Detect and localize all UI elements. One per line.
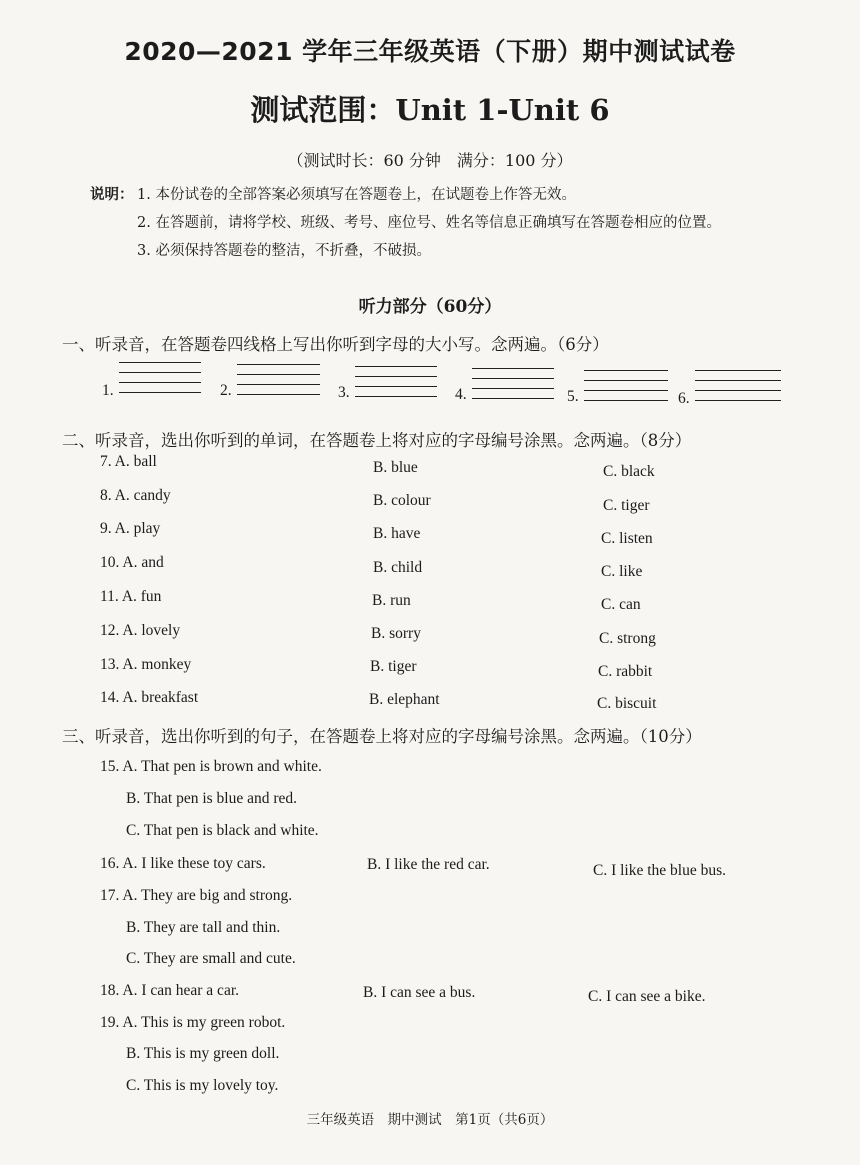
q11-option-a: 11. A. fun [100, 588, 162, 605]
q17-option-c: C. They are small and cute. [126, 950, 296, 967]
q16-option-a: 16. A. I like these toy cars. [100, 855, 266, 872]
q13-option-a: 13. A. monkey [100, 656, 192, 673]
note-item-1: 1. 本份试卷的全部答案必须填写在答题卷上，在试题卷上作答无效。 [137, 187, 576, 203]
q19-option-b: B. This is my green doll. [126, 1045, 280, 1062]
q15-option-a: 15. A. That pen is brown and white. [100, 758, 322, 775]
part1-heading: 一、听录音，在答题卷四线格上写出你听到字母的大小写。念两遍。（6分） [62, 335, 609, 354]
note-item-2: 2. 在答题前，请将学校、班级、考号、座位号、姓名等信息正确填写在答题卷相应的位置。 [137, 215, 721, 231]
blank-number: 3. [338, 384, 350, 401]
q10-option-c: C. like [601, 563, 643, 580]
q10-option-a: 10. A. and [100, 554, 164, 571]
q14-option-b: B. elephant [369, 691, 440, 708]
q9-option-b: B. have [373, 525, 421, 542]
q17-option-b: B. They are tall and thin. [126, 919, 281, 936]
listening-section-title: 听力部分（60分） [358, 297, 502, 317]
q11-option-b: B. run [372, 592, 411, 609]
q10-option-b: B. child [373, 559, 423, 576]
exam-title: 2020—2021 学年三年级英语（下册）期中测试试卷 [124, 37, 736, 66]
q18-option-a: 18. A. I can hear a car. [100, 982, 240, 999]
q16-option-b: B. I like the red car. [367, 856, 490, 873]
blank-number: 4. [455, 386, 467, 403]
q15-option-b: B. That pen is blue and red. [126, 790, 298, 807]
q18-option-b: B. I can see a bus. [363, 984, 476, 1001]
q13-option-c: C. rabbit [598, 663, 653, 680]
q7-option-a: 7. A. ball [100, 453, 157, 470]
blank-number: 6. [678, 390, 690, 407]
exam-subtitle: 测试范围：Unit 1-Unit 6 [250, 93, 610, 127]
q8-option-a: 8. A. candy [100, 487, 171, 504]
notes-label: 说明： [90, 186, 134, 203]
blank-number: 1. [102, 382, 114, 399]
q14-option-c: C. biscuit [597, 695, 657, 712]
part3-heading: 三、听录音，选出你听到的句子，在答题卷上将对应的字母编号涂黑。念两遍。（10分） [62, 727, 702, 746]
q18-option-c: C. I can see a bike. [588, 988, 706, 1005]
q9-option-a: 9. A. play [100, 520, 161, 537]
part2-heading: 二、听录音，选出你听到的单词，在答题卷上将对应的字母编号涂黑。念两遍。（8分） [62, 431, 692, 450]
q16-option-c: C. I like the blue bus. [593, 862, 727, 879]
page-footer: 三年级英语 期中测试 第1页（共6页） [306, 1112, 554, 1128]
q12-option-b: B. sorry [371, 625, 421, 642]
q12-option-a: 12. A. lovely [100, 622, 181, 639]
q19-option-a: 19. A. This is my green robot. [100, 1014, 286, 1031]
q12-option-c: C. strong [599, 630, 656, 647]
q14-option-a: 14. A. breakfast [100, 689, 199, 706]
q7-option-c: C. black [603, 463, 655, 480]
q19-option-c: C. This is my lovely toy. [126, 1077, 279, 1094]
q9-option-c: C. listen [601, 530, 653, 547]
q13-option-b: B. tiger [370, 658, 417, 675]
q7-option-b: B. blue [373, 459, 418, 476]
q11-option-c: C. can [601, 596, 641, 613]
blank-number: 2. [220, 382, 232, 399]
q15-option-c: C. That pen is black and white. [126, 822, 319, 839]
q8-option-c: C. tiger [603, 497, 650, 514]
q17-option-a: 17. A. They are big and strong. [100, 887, 293, 904]
exam-meta: （测试时长：60 分钟 满分：100 分） [287, 151, 573, 170]
q8-option-b: B. colour [373, 492, 431, 509]
blank-number: 5. [567, 388, 579, 405]
note-item-3: 3. 必须保持答题卷的整洁，不折叠，不破损。 [137, 243, 431, 259]
